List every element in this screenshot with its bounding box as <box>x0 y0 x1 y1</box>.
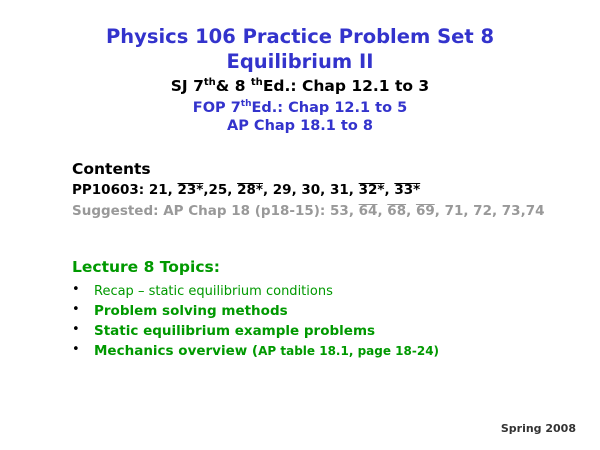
suggested-items <box>330 203 544 219</box>
suggested-label: Suggested: AP Chap 18 (p18-15): <box>72 203 326 219</box>
pp-items <box>149 182 420 198</box>
lecture-topics-heading: Lecture 8 Topics: <box>72 258 220 276</box>
contents-heading: Contents <box>72 160 151 178</box>
topic-label: Static equilibrium example problems <box>94 323 376 339</box>
pp-item: , 29, 30, 31, <box>262 182 354 198</box>
topic-text <box>94 300 288 321</box>
suggested-item: , 71, 72, 73,74 <box>434 203 545 219</box>
suggested-item: , <box>406 203 412 219</box>
fop-suffix: Ed.: Chap 12.1 to 5 <box>251 100 408 116</box>
topic-text <box>94 320 375 341</box>
topic-label: Mechanics overview ( <box>94 343 259 359</box>
pp-item: 28* <box>237 182 263 198</box>
bullet-icon: • <box>72 302 80 317</box>
pp-item: 21, <box>148 182 173 198</box>
suggested-problems-line <box>72 203 545 219</box>
bullet-icon: • <box>72 282 80 297</box>
ap-chapter-reference: AP Chap 18.1 to 8 <box>227 118 373 134</box>
topic-label: Recap – static equilibrium conditions <box>94 284 333 299</box>
pp-item: 32* <box>358 182 385 198</box>
suggested-item: 68 <box>387 203 407 219</box>
bullet-icon: • <box>72 342 80 357</box>
topic-reference: AP table 18.1, page 18-24) <box>258 344 440 358</box>
topic-text <box>94 340 439 361</box>
suggested-item: 69 <box>415 203 435 219</box>
term-label: Spring 2008 <box>500 422 576 435</box>
fop-sup: th <box>240 99 252 109</box>
topic-text <box>94 280 333 302</box>
bullet-icon: • <box>72 322 80 337</box>
sj-suffix: Ed.: Chap 12.1 to 3 <box>262 77 430 95</box>
sj-chapter-reference <box>0 77 600 95</box>
pp-item: 23* <box>177 182 204 198</box>
fop-prefix: FOP 7 <box>192 100 241 116</box>
slide-title: Physics 106 Practice Problem Set 8 <box>105 25 495 48</box>
practice-problems-line <box>72 182 420 198</box>
suggested-item: , <box>377 203 383 219</box>
suggested-item: 64 <box>358 203 378 219</box>
pp-label: PP10603: <box>72 182 145 198</box>
pp-item: ,25, <box>203 182 233 198</box>
slide-subtitle: Equilibrium II <box>226 50 374 73</box>
topic-label: Problem solving methods <box>94 303 288 319</box>
suggested-item: 53, <box>330 203 354 219</box>
sj-prefix: SJ 7 <box>170 77 204 95</box>
pp-item: , <box>384 182 390 198</box>
sj-sup-2: th <box>250 77 263 88</box>
pp-item: 33* <box>394 182 421 198</box>
fop-chapter-reference <box>0 100 600 116</box>
sj-sup-1: th <box>203 77 216 88</box>
sj-mid: & 8 <box>215 77 251 95</box>
